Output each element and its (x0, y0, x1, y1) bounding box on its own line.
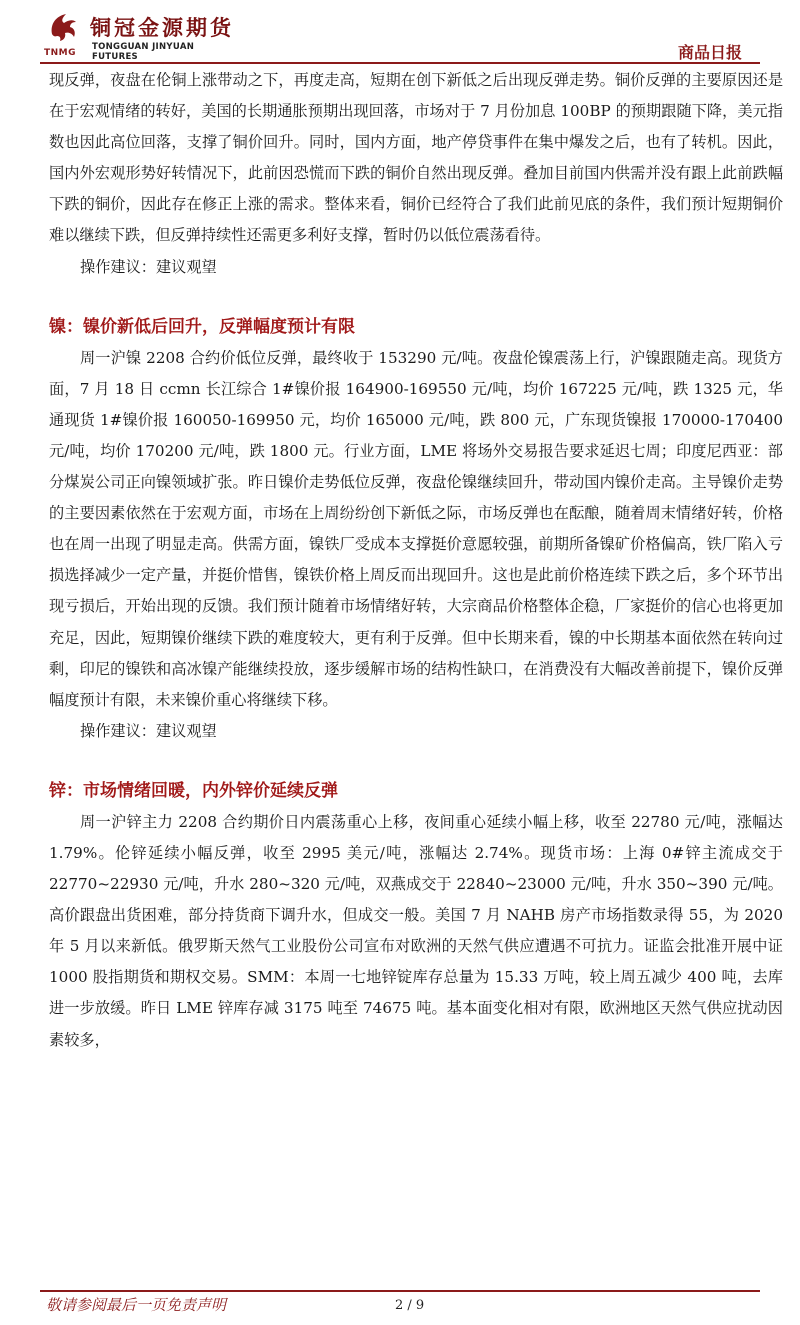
logo-abbreviation: TNMG (44, 48, 77, 58)
report-body (49, 65, 783, 1056)
report-type-label: 商品日报 (677, 43, 742, 62)
disclaimer-note: 敬请参阅最后一页免责声明 (46, 1296, 227, 1314)
page-footer (0, 1290, 800, 1325)
nickel-heading: 镍：镍价新低后回升，反弹幅度预计有限 (49, 316, 355, 337)
nickel-section (49, 311, 783, 747)
company-logo (40, 8, 240, 64)
dragon-logo-icon (46, 10, 80, 44)
copper-section (49, 65, 783, 283)
nickel-paragraph: 周一沪镍 2208 合约价低位反弹，最终收于 153290 元/吨。夜盘伦镍震荡上行，沪镍跟随走高。现货方面，7 月 18 日 ccmn 长江综合 1#镍价报 164900-169550 元/吨，均价 167225 元/吨，跌 1325 元，华通现货 1#镍价报 160050-169950 元，均价 165000 元/吨，跌 800 元，广东现货镍报 170000-170400 元/吨，均价 170200 元/吨，跌 1800 元。行业方面，LME 将场外交易报告要求延迟七周；印度尼西亚：部分煤炭公司正向镍领域扩张。昨日镍价走势低位反弹，夜盘伦镍继续回升，带动国内镍价走高。主导镍价走势的主要因素依然在于宏观方面，市场在上周纷纷创下新低之际，市场反弹也在酝酿，随着周末情绪好转，价格也在周一出现了明显走高。供需方面，镍铁厂受成本支撑挺价意愿较强，前期所备镍矿价格偏高，铁厂陷入亏损选择减少一定产量，并挺价惜售，镍铁价格上周反而出现回升。这也是此前价格连续下跌之后，多个环节出现亏损后，开始出现的反馈。我们预计随着市场情绪好转，大宗商品价格整体企稳，厂家挺价的信心也将更加充足，因此，短期镍价继续下跌的难度较大，更有利于反弹。但中长期来看，镍的中长期基本面依然在转向过剩，印尼的镍铁和高冰镍产能继续投放，逐步缓解市场的结构性缺口，在消费没有大幅改善前提下，镍价反弹幅度预计有限，未来镍价重心将继续下移。 (49, 348, 783, 709)
nickel-action-advice: 操作建议：建议观望 (80, 721, 217, 740)
zinc-paragraph: 周一沪锌主力 2208 合约期价日内震荡重心上移，夜间重心延续小幅上移，收至 22780 元/吨，涨幅达 1.79%。伦锌延续小幅反弹，收至 2995 美元/吨，涨幅达 2.74%。现货市场：上海 0#锌主流成交于 22770~22930 元/吨，升水 280~320 元/吨，双燕成交于 22840~23000 元/吨，升水 350~390 元/吨。高价跟盘出货困难，部分持货商下调升水，但成交一般。美国 7 月 NAHB 房产市场指数录得 55，为 2020 年 5 月以来新低。俄罗斯天然气工业股份公司宣布对欧洲的天然气供应遭遇不可抗力。证监会批准开展中证 1000 股指期货和期权交易。SMM：本周一七地锌锭库存总量为 15.33 万吨，较上周五减少 400 吨，去库进一步放缓。昨日 LME 锌库存减 3175 吨至 74675 吨。基本面变化相对有限，欧洲地区天然气供应扰动因素较多， (49, 812, 783, 1049)
zinc-heading: 锌：市场情绪回暖，内外锌价延续反弹 (49, 780, 338, 801)
page-number: 2 / 9 (395, 1298, 425, 1313)
header-divider (40, 62, 760, 64)
copper-paragraph: 现反弹，夜盘在伦铜上涨带动之下，再度走高，短期在创下新低之后出现反弹走势。铜价反弹的主要原因还是在于宏观情绪的转好，美国的长期通胀预期出现回落，市场对于 7 月份加息 100BP 的预期跟随下降，美元指数也因此高位回落，支撑了铜价回升。同时，国内方面，地产停贷事件在集中爆发之后，也有了转机。因此，国内外宏观形势好转情况下，此前因恐慌而下跌的铜价自然出现反弹。叠加目前国内供需并没有跟上此前跌幅下跌的铜价，因此存在修正上涨的需求。整体来看，铜价已经符合了我们此前见底的条件，我们预计短期铜价难以继续下跌，但反弹持续性还需更多利好支撑，暂时仍以低位震荡看待。 (49, 71, 783, 245)
company-name-cn: 铜冠金源期货 (90, 15, 234, 40)
footer-divider (40, 1290, 760, 1292)
zinc-section (49, 775, 783, 1056)
company-name-en: TONGGUAN JINYUAN FUTURES (92, 42, 195, 62)
copper-action-advice: 操作建议：建议观望 (80, 257, 217, 276)
page-header (0, 0, 800, 64)
